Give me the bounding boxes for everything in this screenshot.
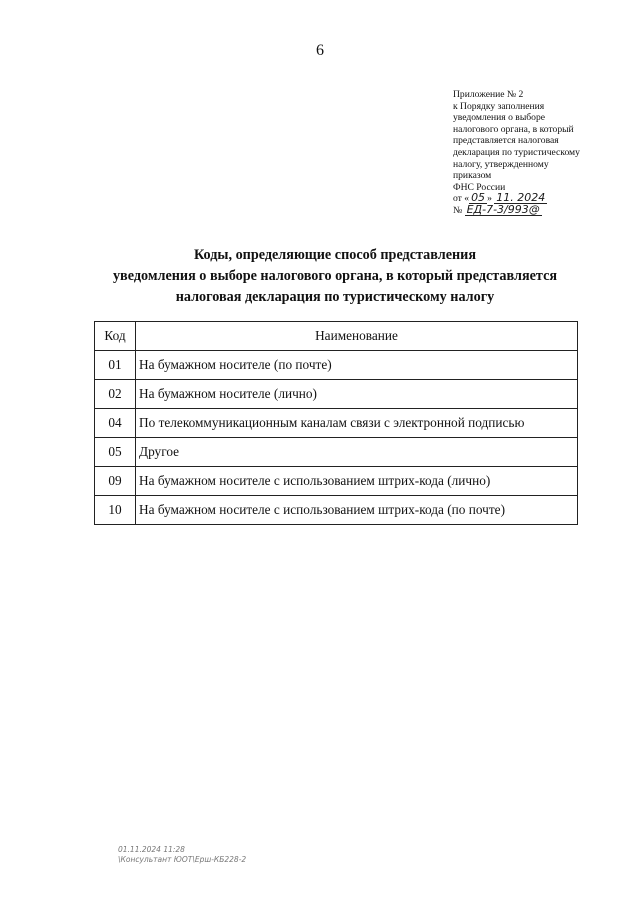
name-cell: На бумажном носителе (лично) <box>136 380 578 409</box>
name-cell: По телекоммуникационным каналам связи с электронной подписью <box>136 409 578 438</box>
document-title <box>80 245 590 308</box>
table-row <box>95 467 578 496</box>
table-header-row <box>95 322 578 351</box>
table-row <box>95 380 578 409</box>
appendix-line: представляется налоговая <box>453 135 559 147</box>
name-cell: Другое <box>136 438 578 467</box>
table-row <box>95 409 578 438</box>
appendix-line: налогового органа, в который <box>453 123 574 135</box>
appendix-line: к Порядку заполнения <box>453 100 545 112</box>
date-prefix: от « <box>453 193 470 205</box>
title-line: налоговая декларация по туристическому налогу <box>175 289 495 305</box>
appendix-line: Приложение № 2 <box>453 89 524 100</box>
code-cell: 01 <box>95 351 136 380</box>
footer-stamp <box>118 845 246 865</box>
code-cell: 05 <box>95 438 136 467</box>
appendix-line: приказом <box>453 170 492 182</box>
code-cell: 09 <box>95 467 136 496</box>
code-cell: 04 <box>95 409 136 438</box>
footer-timestamp: 01.11.2024 11:28 <box>118 845 185 854</box>
table-row <box>95 351 578 380</box>
appendix-line: налогу, утвержденному <box>453 158 549 170</box>
table-row <box>95 438 578 467</box>
table-row <box>95 496 578 525</box>
number-prefix: № <box>453 204 463 216</box>
title-line: Коды, определяющие способ представления <box>193 247 477 263</box>
order-number <box>453 202 623 217</box>
name-cell: На бумажном носителе (по почте) <box>136 351 578 380</box>
appendix-block <box>453 89 623 217</box>
header-code: Код <box>95 322 136 351</box>
appendix-line: ФНС России <box>453 181 506 193</box>
name-cell: На бумажном носителе с использованием штрих-кода (по почте) <box>136 496 578 525</box>
appendix-line: декларация по туристическому <box>453 146 580 158</box>
page-number: 6 <box>316 42 324 59</box>
handwritten-day: 05 <box>471 191 486 205</box>
handwritten-number: ЕД-7-3/993@ <box>466 202 540 216</box>
footer-path: \Консультант ЮОТ\Ерш-КБ228-2 <box>118 855 247 864</box>
header-name: Наименование <box>136 322 578 351</box>
handwritten-month-year: 11. 2024 <box>496 191 546 205</box>
appendix-line: уведомления о выборе <box>453 112 545 124</box>
codes-table <box>94 321 578 525</box>
date-mid: » <box>487 193 492 205</box>
code-cell: 10 <box>95 496 136 525</box>
name-cell: На бумажном носителе с использованием штрих-кода (лично) <box>136 467 578 496</box>
code-cell: 02 <box>95 380 136 409</box>
title-line: уведомления о выборе налогового органа, в который представляется <box>112 268 558 284</box>
